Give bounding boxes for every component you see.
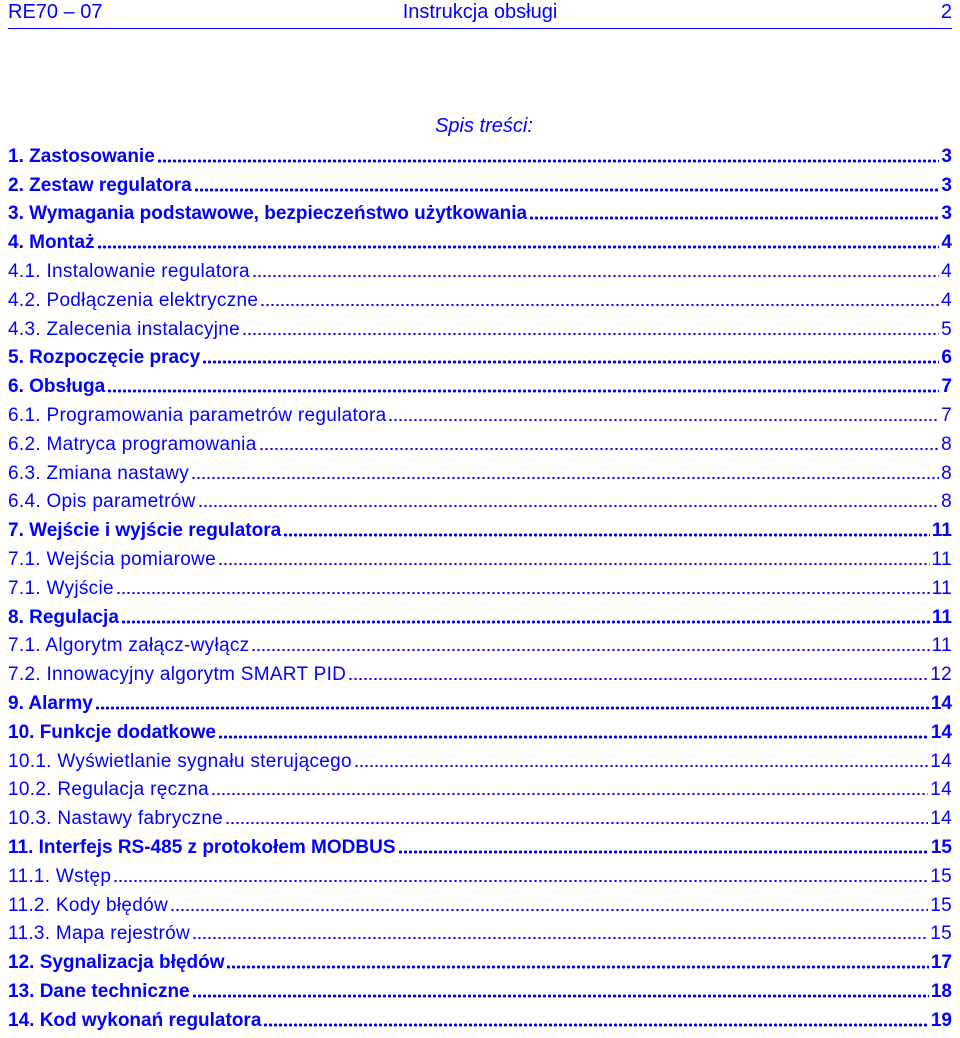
toc-entry-label[interactable]: 7.1. Algorytm załącz-wyłącz xyxy=(8,635,250,657)
toc-entry-page[interactable]: 11 xyxy=(931,520,952,542)
toc-entry-label[interactable]: 7.1. Wejścia pomiarowe xyxy=(8,548,216,570)
toc-entry-page[interactable]: 12 xyxy=(930,664,952,686)
toc-dot-leader xyxy=(218,733,929,741)
toc-entry-page[interactable]: 17 xyxy=(930,952,952,974)
toc-entry-page[interactable]: 7 xyxy=(941,404,952,426)
toc-entry[interactable] xyxy=(8,314,952,343)
toc-entry[interactable] xyxy=(8,199,952,228)
toc-entry[interactable] xyxy=(8,170,952,199)
toc-entry-page[interactable]: 14 xyxy=(930,750,952,772)
toc-entry-page[interactable]: 8 xyxy=(941,433,952,455)
toc-entry[interactable] xyxy=(8,343,952,372)
toc-dot-leader xyxy=(354,762,928,770)
toc-dot-leader xyxy=(260,301,939,309)
toc-entry-label[interactable]: 10.1. Wyświetlanie sygnału sterującego xyxy=(8,750,352,772)
toc-entry-page[interactable]: 11 xyxy=(931,577,952,599)
toc-entry[interactable] xyxy=(8,458,952,487)
toc-entry-label[interactable]: 13. Dane techniczne xyxy=(8,980,190,1002)
toc-dot-leader xyxy=(242,330,939,338)
toc-entry[interactable] xyxy=(8,659,952,688)
toc-entry[interactable] xyxy=(8,890,952,919)
toc-entry-label[interactable]: 7.1. Wyjście xyxy=(8,577,114,599)
toc-entry[interactable] xyxy=(8,1005,952,1034)
toc-entry-label[interactable]: 10.2. Regulacja ręczna xyxy=(8,779,209,801)
toc-entry-label[interactable]: 4.3. Zalecenia instalacyjne xyxy=(8,318,241,340)
toc-entry-label[interactable]: 11.2. Kody błędów xyxy=(8,894,169,916)
toc-entry-label[interactable]: 7.2. Innowacyjny algorytm SMART PID xyxy=(8,664,347,686)
toc-entry-label[interactable]: 1. Zastosowanie xyxy=(8,145,155,167)
toc-dot-leader xyxy=(211,790,928,798)
toc-dot-leader xyxy=(97,243,940,251)
toc-entry[interactable] xyxy=(8,515,952,544)
toc-entry-page[interactable]: 3 xyxy=(941,203,952,225)
toc-entry-label[interactable]: 5. Rozpoczęcie pracy xyxy=(8,347,201,369)
toc-entry[interactable] xyxy=(8,256,952,285)
toc-dot-leader xyxy=(225,819,928,827)
toc-entry-page[interactable]: 4 xyxy=(941,232,952,254)
page-header xyxy=(8,0,952,29)
toc-entry-label[interactable]: 6.1. Programowania parametrów regulatora xyxy=(8,404,387,426)
page-number: 2 xyxy=(940,1,952,23)
toc-entry-page[interactable]: 4 xyxy=(941,289,952,311)
toc-dot-leader xyxy=(226,963,928,971)
toc-entry-label[interactable]: 4.1. Instalowanie regulatora xyxy=(8,260,250,282)
toc-dot-leader xyxy=(116,589,930,597)
toc-entry-page[interactable]: 5 xyxy=(941,318,952,340)
toc-entry-page[interactable]: 11 xyxy=(931,548,952,570)
toc-entry-page[interactable]: 7 xyxy=(941,376,952,398)
toc-entry-page[interactable]: 15 xyxy=(930,836,952,858)
toc-entry[interactable] xyxy=(8,429,952,458)
toc-entry-label[interactable]: 11.1. Wstęp xyxy=(8,865,112,887)
toc-entry-label[interactable]: 7. Wejście i wyjście regulatora xyxy=(8,520,282,542)
toc-dot-leader xyxy=(251,646,929,654)
toc-dot-leader xyxy=(252,272,939,280)
toc-dot-leader xyxy=(398,848,929,856)
toc-entry[interactable] xyxy=(8,141,952,170)
toc-entry[interactable] xyxy=(8,688,952,717)
toc-entry-label[interactable]: 10.3. Nastawy fabryczne xyxy=(8,808,223,830)
toc-entry-page[interactable]: 3 xyxy=(941,145,952,167)
toc-entry-page[interactable]: 8 xyxy=(941,462,952,484)
toc-entry-page[interactable]: 19 xyxy=(930,1009,952,1031)
toc-entry-label[interactable]: 6.2. Matryca programowania xyxy=(8,433,257,455)
toc-entry[interactable] xyxy=(8,285,952,314)
toc-entry[interactable] xyxy=(8,371,952,400)
toc-dot-leader xyxy=(259,445,940,453)
toc-entry[interactable] xyxy=(8,919,952,948)
toc-entry-page[interactable]: 15 xyxy=(930,865,952,887)
toc-entry-label[interactable]: 8. Regulacja xyxy=(8,606,119,628)
toc-entry-page[interactable]: 11 xyxy=(931,606,952,628)
toc-entry-page[interactable]: 14 xyxy=(930,779,952,801)
toc-entry-page[interactable]: 6 xyxy=(941,347,952,369)
toc-dot-leader xyxy=(202,358,939,366)
document-code: RE70 – 07 xyxy=(8,1,103,23)
toc-entry[interactable] xyxy=(8,544,952,573)
toc-entry-label[interactable]: 11. Interfejs RS-485 z protokołem MODBUS xyxy=(8,836,396,858)
toc-entry-label[interactable]: 4.2. Podłączenia elektryczne xyxy=(8,289,259,311)
toc-entry-page[interactable]: 11 xyxy=(931,635,952,657)
toc-dot-leader xyxy=(157,157,940,165)
toc-entry[interactable] xyxy=(8,947,952,976)
toc-entry-page[interactable]: 8 xyxy=(941,491,952,513)
toc-dot-leader xyxy=(388,416,939,424)
toc-dot-leader xyxy=(194,186,940,194)
toc-dot-leader xyxy=(170,906,928,914)
toc-entry-label[interactable]: 14. Kod wykonań regulatora xyxy=(8,1009,262,1031)
toc-entry[interactable] xyxy=(8,400,952,429)
toc-entry[interactable] xyxy=(8,746,952,775)
toc-entry-label[interactable]: 6.4. Opis parametrów xyxy=(8,491,196,513)
toc-entry-page[interactable]: 14 xyxy=(930,808,952,830)
toc-dot-leader xyxy=(283,531,930,539)
toc-entry-label[interactable]: 2. Zestaw regulatora xyxy=(8,174,192,196)
toc-entry[interactable] xyxy=(8,861,952,890)
toc-entry[interactable] xyxy=(8,976,952,1005)
toc-dot-leader xyxy=(263,1021,928,1029)
toc-entry[interactable] xyxy=(8,602,952,631)
toc-entry-label[interactable]: 6.3. Zmiana nastawy xyxy=(8,462,190,484)
toc-entry-label[interactable]: 10. Funkcje dodatkowe xyxy=(8,721,216,743)
toc-entry-label[interactable]: 11.3. Mapa rejestrów xyxy=(8,923,191,945)
toc-entry-label[interactable]: 9. Alarmy xyxy=(8,692,93,714)
toc-entry-page[interactable]: 14 xyxy=(930,721,952,743)
toc-entry[interactable] xyxy=(8,803,952,832)
toc-entry-label[interactable]: 12. Sygnalizacja błędów xyxy=(8,952,225,974)
toc-dot-leader xyxy=(348,675,928,683)
toc-dot-leader xyxy=(192,934,928,942)
toc-entry-page[interactable]: 15 xyxy=(930,894,952,916)
toc-entry[interactable] xyxy=(8,573,952,602)
toc-entry-label[interactable]: 6. Obsługa xyxy=(8,376,106,398)
toc-dot-leader xyxy=(95,704,929,712)
toc-entry[interactable] xyxy=(8,227,952,256)
toc-entry-page[interactable]: 18 xyxy=(930,980,952,1002)
document-title: Instrukcja obsługi xyxy=(402,1,558,23)
toc-entry[interactable] xyxy=(8,717,952,746)
table-of-contents xyxy=(8,141,952,1034)
toc-heading: Spis treści: xyxy=(435,115,533,137)
toc-entry-label[interactable]: 4. Montaż xyxy=(8,232,95,254)
toc-entry-label[interactable]: 3. Wymagania podstawowe, bezpieczeństwo użytkowania xyxy=(8,203,528,225)
toc-dot-leader xyxy=(192,992,929,1000)
toc-dot-leader xyxy=(107,387,939,395)
toc-entry-page[interactable]: 3 xyxy=(941,174,952,196)
toc-dot-leader xyxy=(191,474,939,482)
toc-entry[interactable] xyxy=(8,832,952,861)
toc-entry[interactable] xyxy=(8,631,952,660)
toc-entry-page[interactable]: 15 xyxy=(930,923,952,945)
toc-entry[interactable] xyxy=(8,775,952,804)
toc-dot-leader xyxy=(198,502,939,510)
toc-entry-page[interactable]: 4 xyxy=(941,260,952,282)
toc-dot-leader xyxy=(113,877,928,885)
toc-dot-leader xyxy=(218,560,930,568)
toc-dot-leader xyxy=(121,618,930,626)
toc-dot-leader xyxy=(529,214,939,222)
toc-entry[interactable] xyxy=(8,487,952,516)
toc-entry-page[interactable]: 14 xyxy=(930,692,952,714)
